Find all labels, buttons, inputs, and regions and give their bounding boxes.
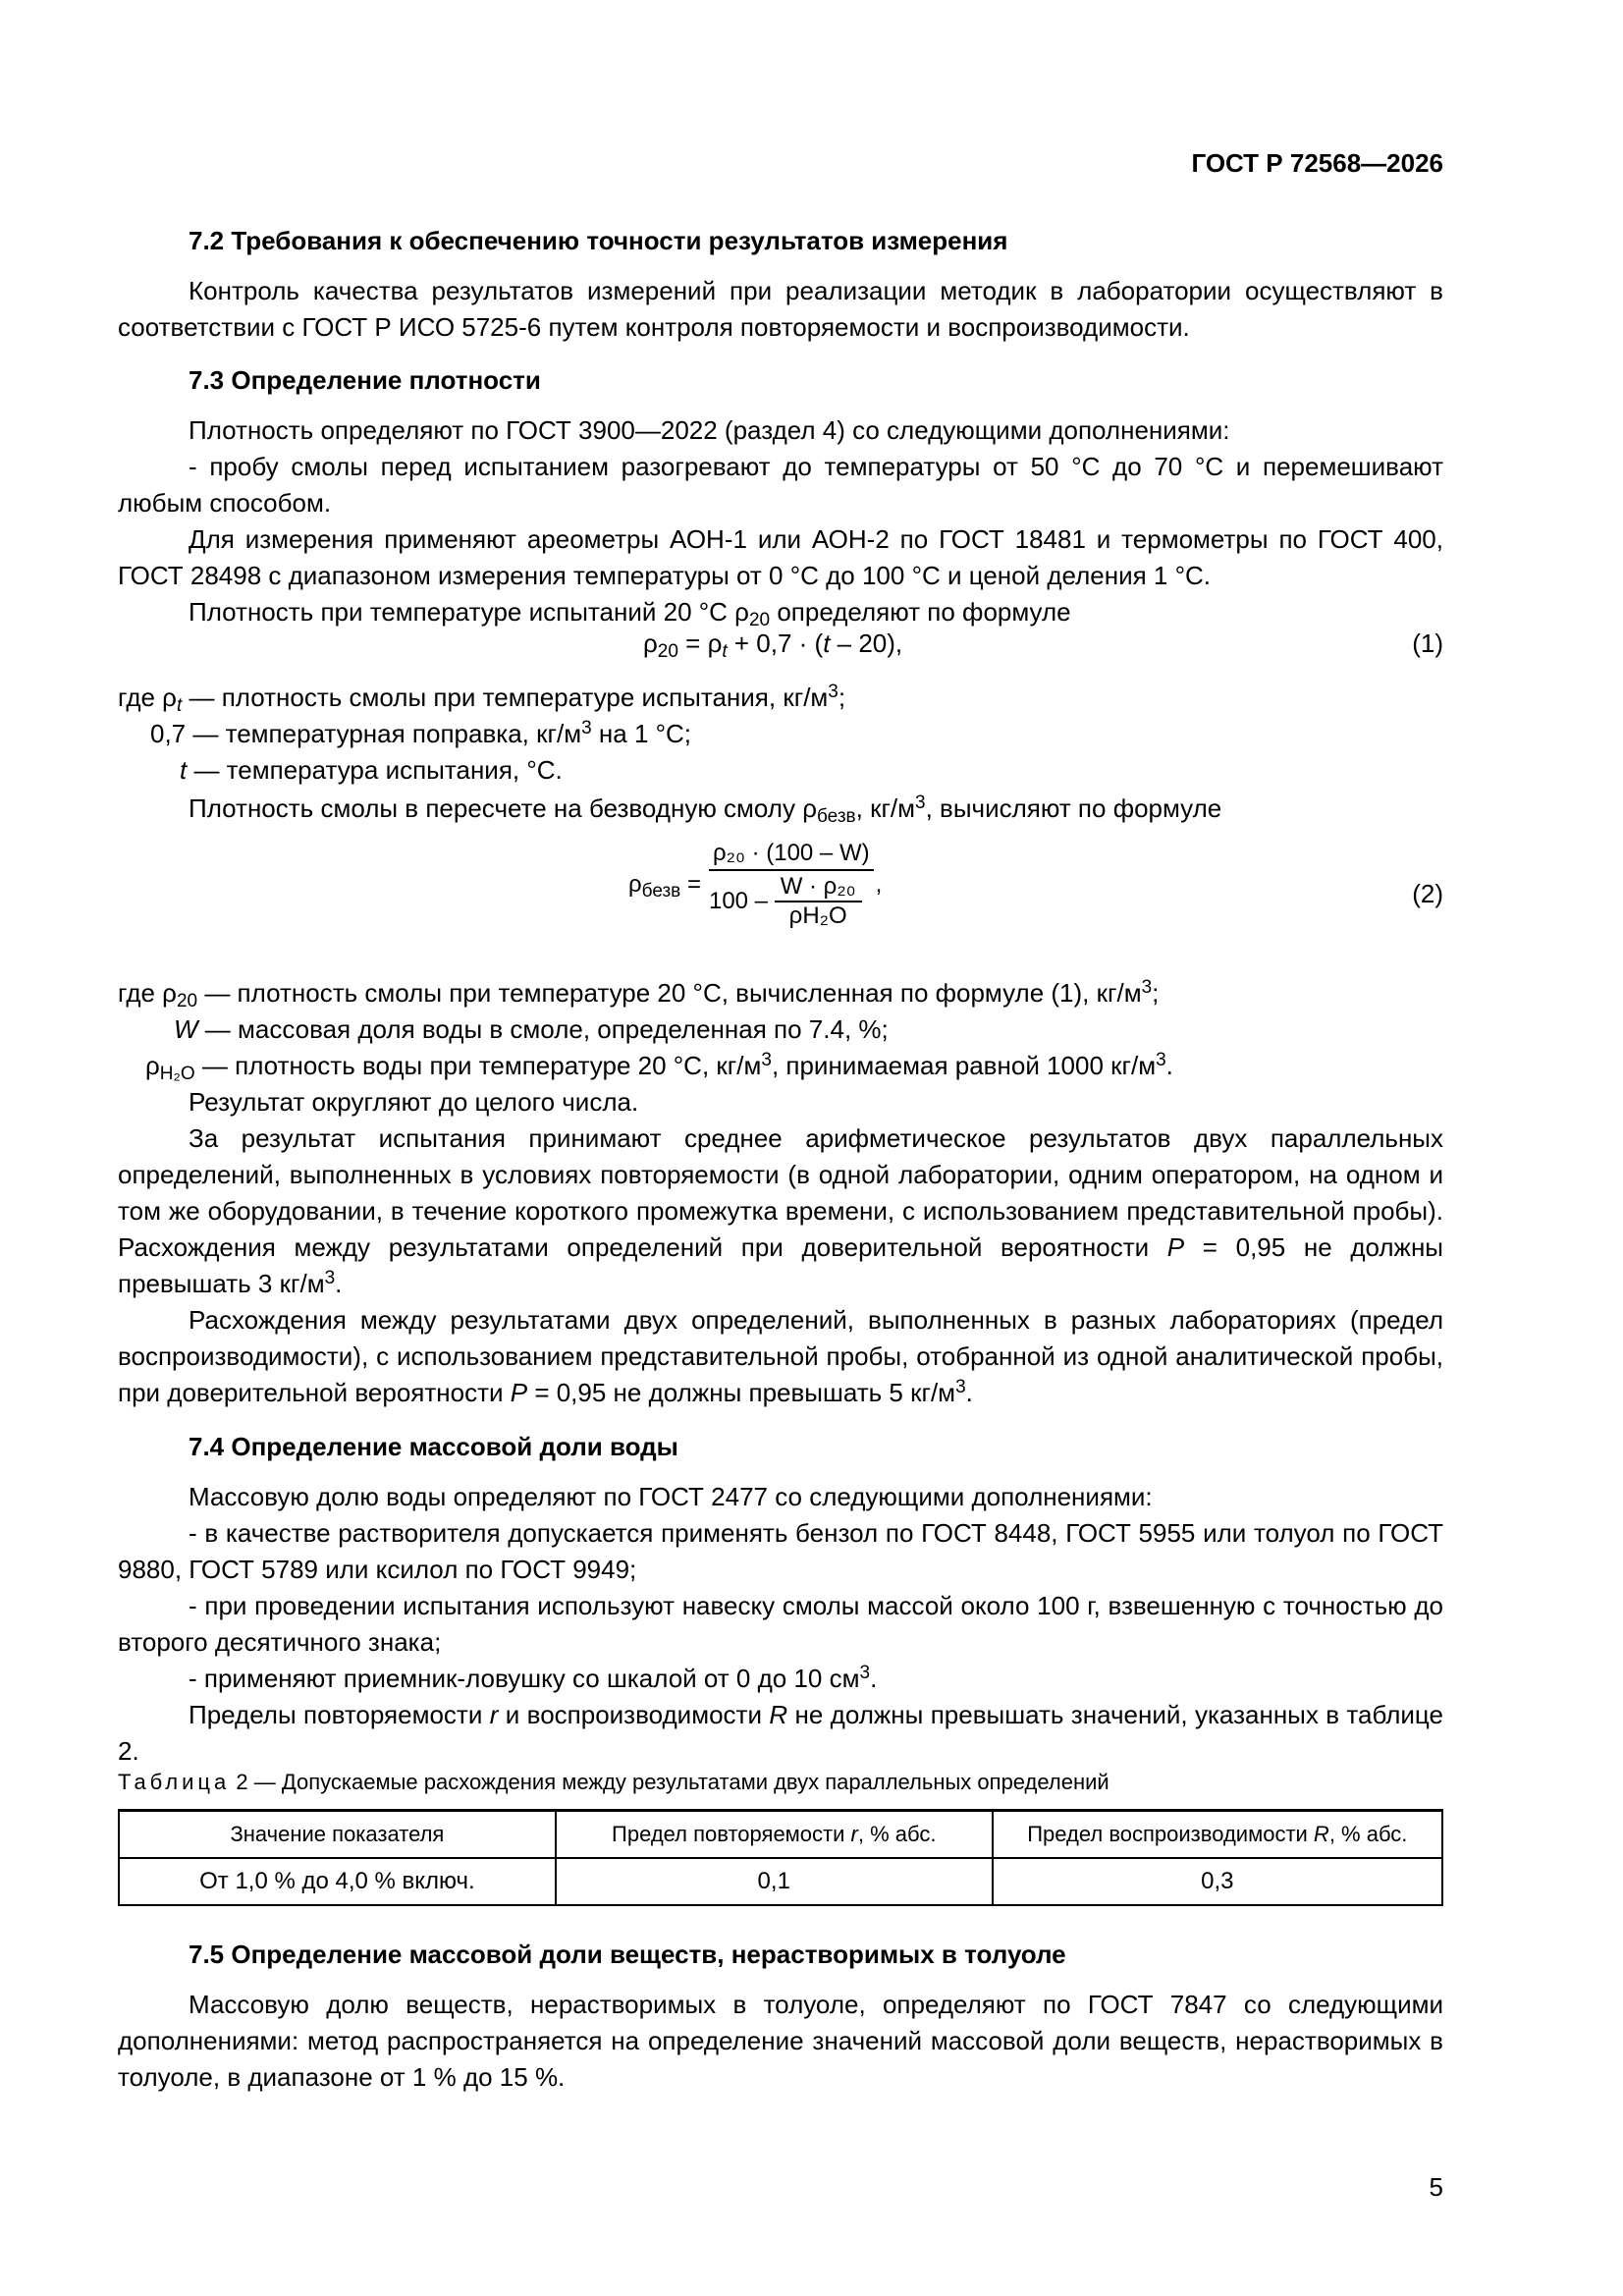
section-7-5 — [118, 1940, 1443, 2096]
table-2-caption: Таблица 2 — Допускаемые расхождения между результатами двух параллельных определений — [118, 1770, 1109, 1794]
table-header-cell: Предел повторяемости r, % абс. — [556, 1811, 993, 1859]
section-7-4 — [118, 1432, 1443, 1770]
section-7-3-instruments: Для измерения применяют ареометры АОН-1 или АОН-2 по ГОСТ 18481 и термометры по ГОСТ 400, ГОСТ 28498 с диапазоном измерения температуры от 0 °С до 100 °С и ценой деления 1 °С. — [118, 524, 1443, 590]
legend-rho-t: где $\rho_t$ — плотность смолы при температуре испытания, $кг/м^3$; — [118, 682, 846, 716]
section-7-3 — [118, 365, 1443, 630]
document-header: ГОСТ Р 72568—2026 — [1191, 148, 1443, 178]
section-7-3-item: - пробу смолы перед испытанием разогревают до температуры от 50 °С до 70 °С и перемешивают любым способом. — [118, 452, 1443, 518]
table-header-cell: Предел воспроизводимости R, % абс. — [993, 1811, 1442, 1859]
table-row — [119, 1858, 1442, 1905]
section-7-3-formula-intro: Плотность при температуре испытаний 20 °С $\rho_{20}$ определяют по формуле — [189, 597, 1071, 630]
equation-2-numerator: ρ₂₀ · (100 – W) — [709, 840, 874, 871]
legend-w: W — массовая доля воды в смоле, определенная по 7.4, %; — [174, 1014, 889, 1044]
table-cell: От 1,0 % до 4,0 % включ. — [119, 1858, 556, 1905]
equation-2-legend — [118, 975, 1443, 1411]
equation-1-legend — [118, 680, 1443, 827]
table-cell: 0,3 — [993, 1858, 1442, 1905]
equation-2-number: (2) — [1412, 879, 1443, 908]
section-7-3-rounding: Результат округляют до целого числа. — [189, 1087, 639, 1117]
section-7-5-paragraph: Массовую долю веществ, нерастворимых в толуоле, определяют по ГОСТ 7847 со следующими дополнениями: метод распространяется на определение значений массовой доли веществ, нерастворимых в толуоле, в диапазоне от 1 % до 15 %. — [118, 1990, 1443, 2092]
table-cell: 0,1 — [556, 1858, 993, 1905]
legend-rho-water: $\rho_{H_2O}$ — плотность воды при температуре 20 °С, $кг/м^3$, принимаемая равной 1000 $кг/м^3$. — [145, 1050, 1173, 1084]
section-7-2 — [118, 226, 1443, 346]
legend-correction: 0,7 — температурная поправка, $кг/м^3$ на 1 °С; — [150, 718, 692, 748]
section-7-4-limits: Пределы повторяемости r и воспроизводимости R не должны превышать значений, указанных в таблице 2. — [118, 1700, 1443, 1766]
page-number: 5 — [1429, 2172, 1443, 2202]
section-7-3-reproducibility: Расхождения между результатами двух определений, выполненных в разных лабораториях (предел воспроизводимости), с использованием представительной пробы, отобранной из одной аналитической пробы, при доверительной вероятности P = 0,95 не должны превышать 5 $кг/м^3$. — [118, 1305, 1443, 1407]
section-7-3-title: 7.3 Определение плотности — [189, 365, 541, 395]
section-7-2-paragraph: Контроль качества результатов измерений при реализации методик в лаборатории осуществляют в соответствии с ГОСТ Р ИСО 5725-6 путем контроля повторяемости и воспроизводимости. — [118, 276, 1443, 342]
section-7-4-intro: Массовую долю воды определяют по ГОСТ 2477 со следующими дополнениями: — [189, 1482, 1153, 1511]
equation-1: $\rho_{20} = \rho_t + 0,7 \cdot (t - 20)$, — [643, 629, 903, 662]
section-7-4-item-solvent: - в качестве растворителя допускается применять бензол по ГОСТ 8448, ГОСТ 5955 или толуол по ГОСТ 9880, ГОСТ 5789 или ксилол по ГОСТ 9949; — [118, 1518, 1443, 1584]
table-header-row — [119, 1811, 1442, 1859]
section-7-3-formula2-intro: Плотность смолы в пересчете на безводную смолу $\rho_{безв}$, $кг/м^3$, вычисляют по формуле — [189, 793, 1222, 827]
legend-rho-20: где $\rho_{20}$ — плотность смолы при температуре 20 °С, вычисленная по формуле (1), $кг/м^3$; — [118, 977, 1160, 1011]
section-7-4-item-sample: - при проведении испытания используют навеску смолы массой около 100 г, взвешенную с точностью до второго десятичного знака; — [118, 1591, 1443, 1657]
section-7-4-item-trap: - применяют приемник-ловушку со шкалой от 0 до 10 $см^3$. — [189, 1663, 878, 1693]
equation-1-number: (1) — [1412, 629, 1443, 658]
equation-2-denominator: 100 – $\frac{\text{W · ρ₂₀}}{\text{ρH₂O}}$ — [709, 871, 874, 930]
section-7-4-title: 7.4 Определение массовой доли воды — [189, 1432, 678, 1461]
section-7-3-repeatability: За результат испытания принимают среднее арифметическое результатов двух параллельных определений, выполненных в условиях повторяемости (в одной лаборатории, одним оператором, на одном и том же оборудовании, в течение короткого промежутка времени, с использованием представительной пробы). Расхождения между результатами определений при доверительной вероятности P = 0,95 не должны превышать 3 $кг/м^3$. — [118, 1123, 1443, 1298]
legend-t: t — температура испытания, °С. — [180, 755, 563, 785]
equation-2: $\rho_{безв}$ = ρ₂₀ · (100 – W) 100 – $\frac{\text{W · ρ₂₀}}{\text{ρH₂O}}$ , — [628, 840, 883, 929]
table-2 — [118, 1809, 1443, 1906]
section-7-2-title: 7.2 Требования к обеспечению точности результатов измерения — [189, 226, 1008, 255]
section-7-5-title: 7.5 Определение массовой доли веществ, нерастворимых в толуоле — [189, 1940, 1066, 1969]
section-7-3-intro: Плотность определяют по ГОСТ 3900—2022 (раздел 4) со следующими дополнениями: — [189, 415, 1230, 445]
table-header-cell: Значение показателя — [119, 1811, 556, 1859]
